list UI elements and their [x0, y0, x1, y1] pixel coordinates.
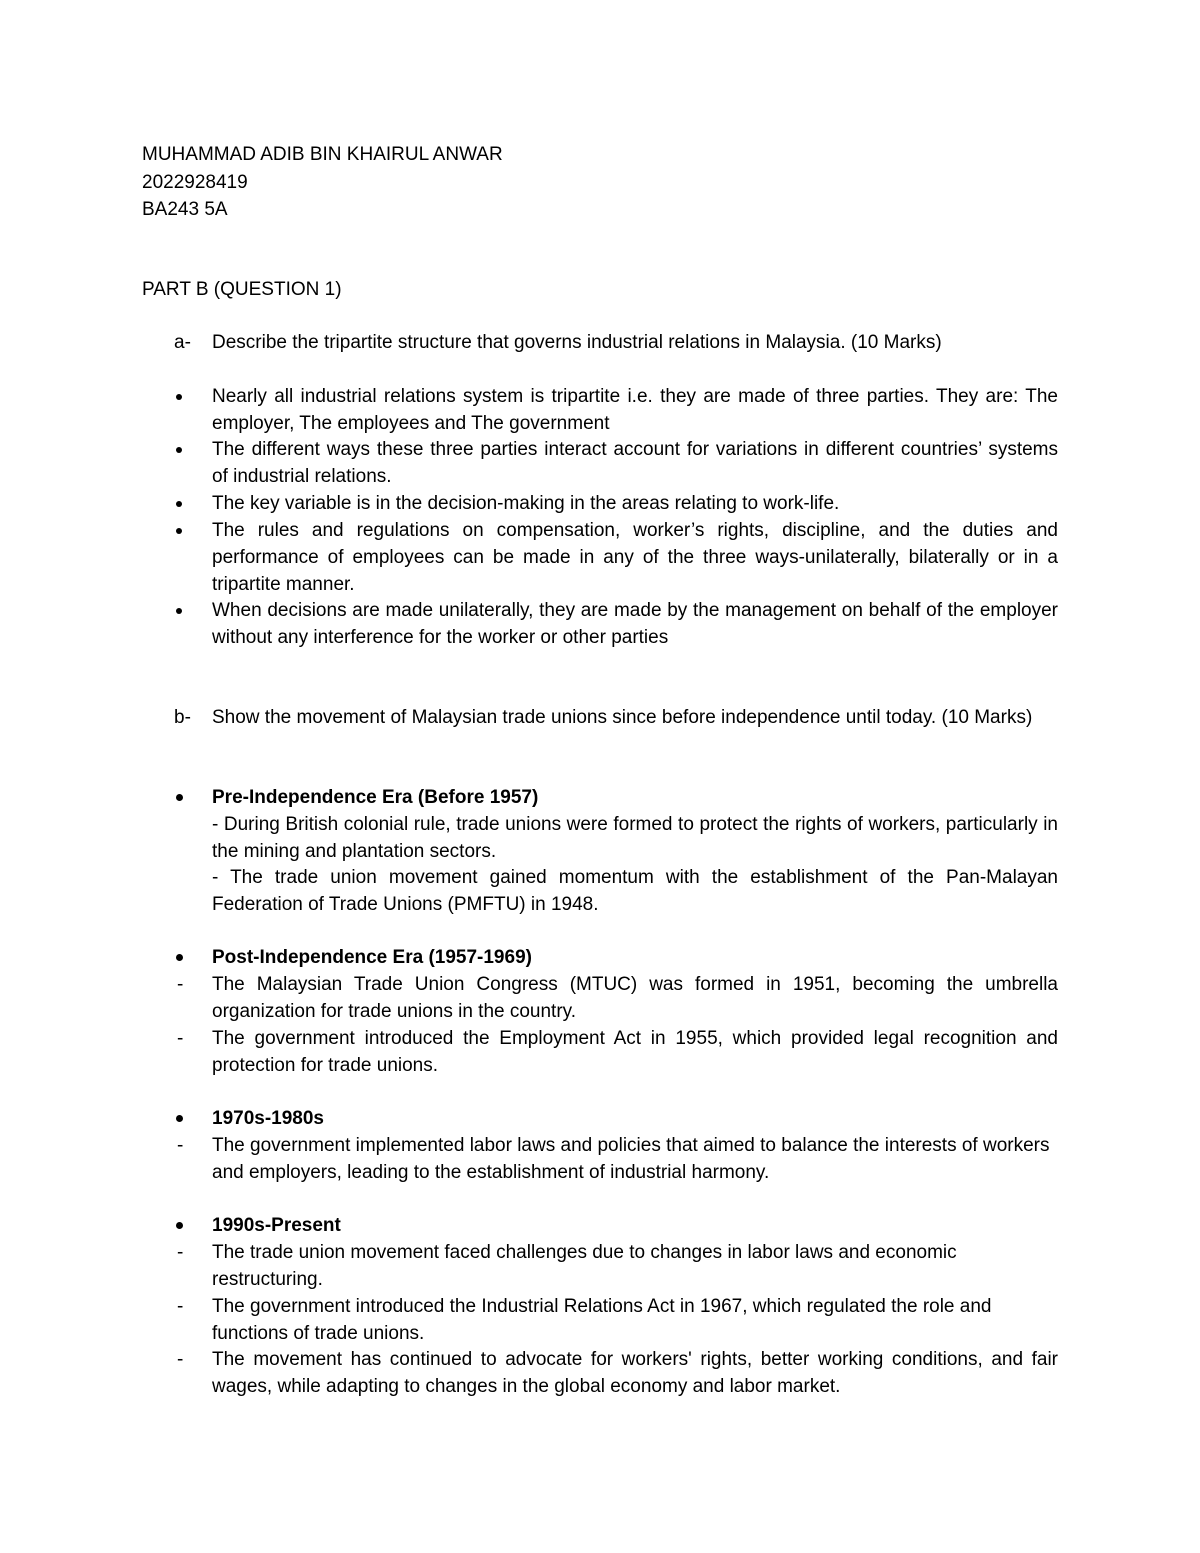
list-item — [142, 383, 1058, 437]
bullet-icon — [176, 954, 183, 961]
list-item — [142, 490, 1058, 517]
class-code: BA243 5A — [142, 199, 228, 220]
part-title: PART B (QUESTION 1) — [142, 279, 342, 300]
bullet-icon — [176, 1115, 183, 1122]
question-b — [142, 704, 1058, 731]
list-item — [142, 597, 1058, 651]
era-point: The trade union movement faced challenges due to changes in labor laws and economic restructuring. — [212, 1242, 957, 1290]
list-item — [142, 1025, 1058, 1079]
era-heading: Pre-Independence Era (Before 1957) — [212, 787, 539, 808]
student-id: 2022928419 — [142, 171, 248, 193]
question-b-text: Show the movement of Malaysian trade unions since before independence until today. (10 Marks) — [212, 707, 1033, 728]
bullet-text: The key variable is in the decision-making in the areas relating to work-life. — [212, 493, 840, 514]
bullet-icon — [176, 528, 182, 534]
era-section — [142, 1212, 1058, 1239]
dash-marker: - — [177, 1242, 184, 1263]
bullet-icon — [176, 608, 182, 614]
dash-marker: - — [177, 1135, 184, 1156]
student-name: MUHAMMAD ADIB BIN KHAIRUL ANWAR — [142, 144, 503, 165]
list-item — [142, 1346, 1058, 1400]
list-item — [142, 1293, 1058, 1347]
dash-marker: - — [177, 1296, 184, 1317]
question-b-marker: b- — [174, 707, 191, 728]
bullet-text: Nearly all industrial relations system is tripartite i.e. they are made of three parties. They are: The employer, The employees and The government — [212, 386, 1058, 434]
bullet-text: The different ways these three parties interact account for variations in different countries’ systems of industrial relations. — [212, 439, 1058, 487]
era-section — [142, 1105, 1058, 1132]
list-item — [142, 517, 1058, 598]
dash-marker: - — [177, 1028, 184, 1049]
era-line-text: - During British colonial rule, trade unions were formed to protect the rights of workers, particularly in the mining and plantation sectors. — [212, 814, 1058, 862]
bullet-text: When decisions are made unilaterally, they are made by the management on behalf of the employer without any interference for the worker or other parties — [212, 600, 1058, 648]
bullet-icon — [176, 501, 182, 507]
author-header — [142, 141, 503, 224]
question-a-text: Describe the tripartite structure that governs industrial relations in Malaysia. (10 Marks) — [212, 332, 942, 353]
era-point: The government introduced the Industrial Relations Act in 1967, which regulated the role and functions of trade unions. — [212, 1296, 992, 1344]
list-item — [142, 1239, 1058, 1293]
question-a-marker: a- — [174, 332, 191, 353]
question-a — [142, 329, 1058, 356]
bullet-icon — [176, 447, 182, 453]
list-item — [142, 436, 1058, 490]
dash-marker: - — [177, 1349, 184, 1370]
era-section — [142, 784, 1058, 811]
bullet-icon — [176, 794, 183, 801]
era-line — [142, 864, 1058, 918]
era-heading: 1970s-1980s — [212, 1108, 324, 1129]
era-heading: 1990s-Present — [212, 1215, 341, 1236]
era-line-text: - The trade union movement gained momentum with the establishment of the Pan-Malayan Federation of Trade Unions (PMFTU) in 1948. — [212, 867, 1058, 915]
era-point: The government implemented labor laws and policies that aimed to balance the interests of workers and employers, leading to the establishment of industrial harmony. — [212, 1135, 1050, 1183]
list-item — [142, 971, 1058, 1025]
list-item — [142, 1132, 1058, 1186]
bullet-icon — [176, 394, 182, 400]
era-point: The Malaysian Trade Union Congress (MTUC) was formed in 1951, becoming the umbrella organization for trade unions in the country. — [212, 974, 1058, 1022]
dash-marker: - — [177, 974, 184, 995]
bullet-icon — [176, 1222, 183, 1229]
era-point: The government introduced the Employment Act in 1955, which provided legal recognition and protection for trade unions. — [212, 1028, 1058, 1076]
bullet-text: The rules and regulations on compensation, worker’s rights, discipline, and the duties and performance of employees can be made in any of the three ways-unilaterally, bilaterally or in a tripartite manner. — [212, 520, 1058, 595]
era-heading: Post-Independence Era (1957-1969) — [212, 947, 532, 968]
era-point: The movement has continued to advocate for workers' rights, better working conditions, and fair wages, while adapting to changes in the global economy and labor market. — [212, 1349, 1058, 1397]
era-section — [142, 944, 1058, 971]
era-line — [142, 811, 1058, 865]
